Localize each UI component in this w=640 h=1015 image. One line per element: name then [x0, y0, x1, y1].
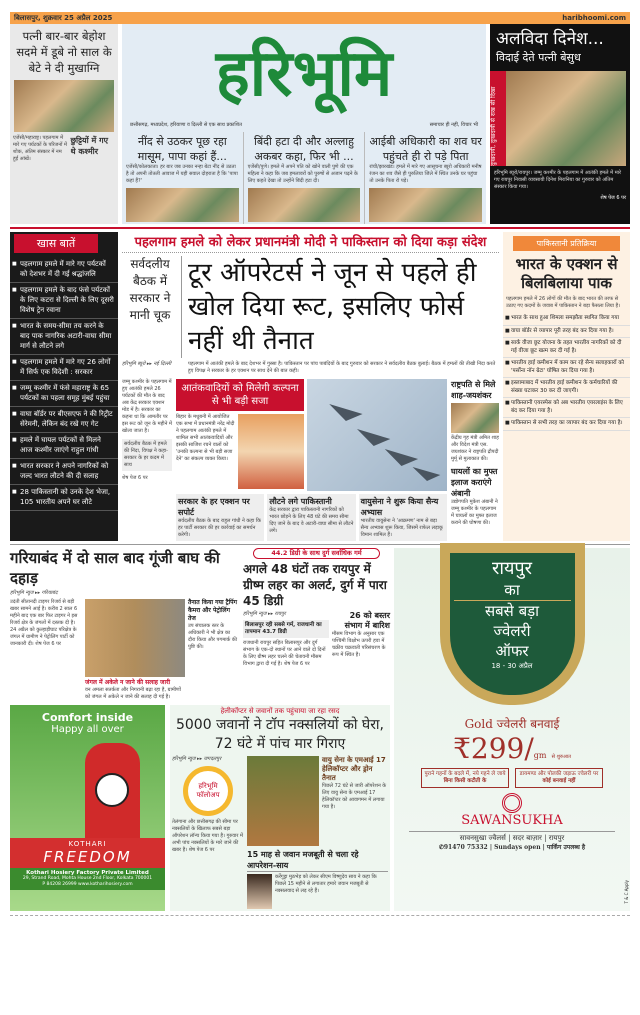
headline: नींद से उठकर पूछ रहा मासूम, पापा कहां हैं... [137, 135, 227, 163]
website[interactable]: haribhoomi.com [562, 14, 626, 22]
heat-byline: हरिभूमि न्यूज ▸▸ रायपुर [243, 611, 286, 617]
body: पिछले 72 घंटे से जारी ऑपरेशन के लिए वायु सेना के एमआई 17 हेलिकॉप्टर को आवागमन में लगाया गया है। [322, 783, 387, 810]
naxal-headline: 5000 जवानों ने टॉप नक्सलियों को घेरा, 72 घंटे में पांच मार गिराए [175, 717, 385, 752]
body: सर्वदलीय बैठक के बाद राहुल गांधी ने कहा कि हर पार्टी सरकार की हर कार्रवाई का समर्थन करेगी। [178, 518, 261, 538]
mini-story [359, 494, 447, 541]
continued[interactable]: शेष पेज 6 पर [35, 641, 61, 647]
ad-price: ₹299/ [453, 732, 534, 765]
continued[interactable]: शेष पेज 6 पर [600, 195, 626, 201]
heat-kicker: 44.2 डिग्री के साथ दुर्ग सर्वाधिक गर्म [253, 548, 380, 559]
ad-line: Comfort inside [41, 711, 134, 724]
family-photo [248, 188, 361, 222]
ad-line: Happy all over [51, 724, 124, 735]
khaas-baaten [10, 232, 118, 541]
list-item: ■ पहलगाम हमले के बाद फंसे पर्यटकों के लिए कटरा से दिल्ली के लिए दूसरी विशेष ट्रेन रवाना [10, 283, 118, 319]
body: तेलंगाना और छत्तीसगढ़ की सीमा पर नक्सलियों के खिलाफ सबसे बड़ा ऑपरेशन लॉन्च किया गया है। गुरुवार में अभी पांच नक्सलियों के मारे जाने की खबर है। [172, 819, 243, 853]
caption: वन अमला सतर्कता और निगरानी बढ़ा रहा है, ग्रामीणों को जंगल में अकेले न जाने की सलाह दी गई है। [85, 687, 181, 700]
lead-intro: पहलगाम में आतंकी हमले के बाद देशभर में गुस्सा है। पाकिस्तान पर पांच पाबंदियों के बाद गुरुवार को सरकार ने सर्वदलीय बैठक बुलाई। बैठक में हमलों की तीखी निंदा करते हुए विपक्ष ने सरकार के हर एक्शन पर साथ देने की बात कही। [188, 361, 496, 374]
offer-text: बिना किसी कटौती के [443, 778, 487, 784]
sub-stories [122, 132, 486, 224]
football-icon [95, 773, 129, 807]
headline: भारत के एक्शन से बिलबिलाया पाक [515, 255, 618, 292]
right-mid-stories [451, 379, 499, 541]
page-bottom-rule [10, 915, 630, 916]
headline: आतंकवादियों को मिलेगी कल्पना से भी बड़ी सजा [176, 379, 304, 411]
ad-unit: gm [533, 751, 547, 760]
pakistan-reaction [503, 232, 630, 541]
list-item: ■ भारत सरकार ने अपने नागरिकों को जल्द भारत लौटने की दी सलाह [10, 459, 118, 485]
body: उदंती सीतानदी टाइगर रिजर्व से बड़ी खबर सामने आई है। करीब 2 साल 6 महीने बाद एक बार फिर टाइगर ने इस रिजर्व क्षेत्र के जंगलों में दस्तक दी है। 24 अप्रैल को कुल्हाड़ीघाट परिक्षेत्र के जंगल में ग्रामीण ने पेट्रोलिंग पार्टी को जानकारी दी। [10, 599, 78, 647]
tiger-headline: गरियाबंद में दो साल बाद गूंजी बाघ की दहाड़ [10, 549, 220, 587]
tiger-byline: हरिभूमि न्यूज ▸▸ गरियाबंद [10, 590, 58, 596]
pugmark-photo [85, 599, 185, 677]
ad-brand: KOTHARI [68, 840, 107, 848]
list-item: ■ वाघा बॉर्डर पर बीएसएफ ने की रिट्रीट सेरेमनी, लेकिन बंद रखे गए गेट [10, 407, 118, 433]
ad-line: ऑफर [495, 642, 529, 660]
divider [10, 227, 630, 229]
modi-story [176, 379, 304, 491]
headline: बिंदी हटा दी और अल्लाहु अकबर कहा, फिर भी ... [254, 135, 354, 163]
heat-body [243, 640, 329, 668]
naxal-side [322, 756, 388, 846]
mini-story [176, 494, 264, 541]
tiger-body [10, 599, 82, 701]
ad-line: सबसे बड़ा [484, 602, 540, 620]
body: जम्मू कश्मीर के पहलगाम में हुए आतंकी हमले 26 पर्यटकों की मौत के बाद अब केंद्र सरकार एक्शन मोड में है। सरकार का कहना था कि आमतौर पर इस रूट को जून के महीने में खोला जाता है। [122, 379, 172, 434]
list-item: ■ 28 पाकिस्तानी को उनके देश भेजा, 105 भारतीय अपने घर लौटे [10, 485, 118, 511]
headline: सरकार के हर एक्शन पर सपोर्ट [178, 497, 250, 517]
label: पाकिस्तानी प्रतिक्रिया [513, 236, 620, 251]
headline: आईबी अधिकारी का शव घर पहुंचते ही रो पड़े पिता [369, 135, 482, 163]
top-row [10, 24, 630, 224]
lead-headline: टूर ऑपरेटर्स ने जून से पहले ही खोल दिया रूट, इसलिए फोर्स नहीं थी तैनात [188, 258, 477, 356]
lead-row [10, 232, 630, 541]
ad-line: ज्वेलरी [493, 622, 531, 640]
ad-contact: ✆91470 75332 | Sundays open | पार्किंग उपलब्ध है [438, 844, 586, 851]
ad-address: 29, Strand Road, Mohta House 2nd Floor, Kolkata 700001 [22, 876, 153, 881]
body: भारतीय वायुसेना ने 'आक्रमण' नाम से बड़ा सैन्य अभ्यास शुरू किया, जिसमें राफेल लड़ाकू विमान शामिल हैं। [360, 518, 443, 538]
sawansukha-logo-icon [502, 793, 522, 813]
lead-side-kicker: सर्वदलीय बैठक में सरकार ने मानी चूक [122, 256, 182, 358]
bottom-row [10, 548, 630, 911]
list-item: ■ सार्क वीजा छूट योजना के तहत भारतीय नागरिकों को दी गई वीजा छूट खत्म कर दी गई है। [503, 338, 630, 358]
modi-and-jets [176, 379, 447, 541]
list-item: ■ वाघा बॉर्डर से व्यापार पूरी तरह बंद कर दिया गया है। [503, 326, 630, 339]
dateline: बिलासपुर, शुक्रवार 25 अप्रैल 2025 [14, 13, 113, 22]
mini-stories [176, 494, 447, 541]
sawansukha-ad[interactable] [394, 548, 630, 911]
jets-icon [307, 379, 447, 491]
naxal-sub-body: कर्रेगुट्टा मुठभेड़ को लेकर सीएम विष्णुदेव साय ने कहा कि पिछले 15 महीने से लगातार हमारे जवान मजबूती से नक्सलवाद से लड़ रहे हैं। [275, 874, 377, 894]
funeral-photo [14, 80, 114, 132]
side-head: छुट्टियों में गए थे कश्मीर [70, 136, 109, 156]
tiger-story [10, 548, 238, 701]
body: केंद्रीय गृह मंत्री अमित शाह और विदेश मंत्री एस. जयशंकर ने राष्ट्रपति द्रौपदी मुर्मू से मुलाकात की। [451, 435, 499, 462]
list-item: ■ भारतीय हाई कमीशन में काम कर रहे सैन्य सलाहकारों को 'पर्सोना नॉन ग्रेटा' घोषित कर दिया गया है। [503, 358, 630, 378]
followup-stamp: हरिभूमि फॉलोअप [183, 766, 233, 816]
heat-side-head: 26 को बस्तर संभाग में बारिश [344, 611, 390, 630]
tiger-side [188, 599, 238, 701]
list-item: ■ पहलगाम हमले में मारे गए 26 लोगों में सिर्फ एक विदेशी : सरकार [10, 355, 118, 381]
offer-text: कोई बनवाई नहीं [542, 778, 576, 784]
headline: अलविदा दिनेश... [496, 29, 604, 49]
ad-location: सावनसुखा ज्वैलर्स | सदर बाज़ार | रायपुर [409, 831, 615, 843]
naxal-byline: हरिभूमि न्यूज ▸▸ जगदलपुर [172, 756, 222, 762]
list-item: ■ पाकिस्तानी एयरस्पेस को अब भारतीय एयरलाइंस के लिए बंद कर दिया गया है। [503, 398, 630, 418]
tiger-heat-row [10, 548, 390, 701]
headline: पत्नी बार-बार बेहोश सदमे में डूबे नो साल के बेटे ने दी मुखाग्नि [16, 29, 112, 75]
lead-kicker: पहलगाम हमले को लेकर प्रधानमंत्री मोदी ने पाकिस्तान को दिया कड़ा संदेश [122, 232, 499, 253]
offer-text: पुराने गहनों के बदले में, नये गहने ले जाये [424, 771, 506, 777]
coffin-photo [369, 188, 482, 222]
heat-headline: अगले 48 घंटों तक रायपुर में ग्रीष्म लहर का अलर्ट, दुर्ग में पारा 45 डिग्री [243, 562, 387, 608]
ad-product: FREEDOM [43, 848, 132, 866]
story-3 [365, 132, 486, 224]
masthead-column [122, 24, 486, 224]
ad-brand: SAWANSUKHA [461, 813, 563, 828]
lead-column [122, 379, 172, 541]
naxal-kicker: हेलीकॉप्टर से जवानों तक पहुंचाया जा रहा रसद [220, 707, 340, 715]
soldiers-photo [247, 756, 319, 846]
divider [10, 544, 630, 545]
body: एजेंसी/पुणे। हमले में अपने पति को खोने वाली पुणे की एक महिला ने कहा कि जब हमलावरों को पुरुषों से अजान पढ़ने के लिए कहते देखा तो उन्होंने बिंदी हटा दी। [247, 164, 358, 184]
headline: राष्ट्रपति से मिले शाह-जयशंकर [451, 380, 496, 400]
logo: हरिभूमि [215, 36, 393, 111]
list-item: ■ भारत के साथ हुआ शिमला समझौता स्थगित किया गया [503, 313, 630, 326]
ad-line: का [454, 580, 571, 601]
body: केंद्र सरकार द्वारा पाकिस्तानी नागरिकों को भारत छोड़ने के लिए 48 घंटे की समय सीमा दिए जाने के बाद वे अटारी-वाघा सीमा से लौटने लगे। [269, 507, 354, 534]
naxal-sub-head: 15 माह से जवान मजबूती से चला रहे आपरेशन-साय [247, 849, 388, 872]
ad-dates: 18 - 30 अप्रैल [491, 662, 533, 670]
meeting-photo [451, 403, 499, 433]
continued[interactable]: शेष पेज 6 पर [283, 661, 310, 667]
continued[interactable]: शेष पेज 6 पर [188, 847, 215, 853]
body: एजेंसी/कोलकाता। हर बार जब उनका नन्हा बेटा नींद से उठता है तो अपनी तोतली आवाज में यही सवाल दोहराता है कि 'पापा कहां हैं?' [126, 164, 238, 184]
cm-photo [247, 874, 272, 909]
body: रांची/झारखंड। हमले में मारे गए आसूचना ब्यूरो अधिकारी मनीष रंजन का शव जैसे ही पुरुलिया जिले में स्थित उनके घर पहुंचा तो उनके पिता रो पड़े। [369, 164, 482, 184]
heat-story [243, 548, 390, 701]
dateline-bar [10, 12, 630, 24]
heat-side-body: मौसम विभाग के अनुसार एक पश्चिमी विक्षोभ ऊपरी हवा में चक्रीय चक्रवाती परिसंचरण के रूप में स्थित है। [332, 631, 386, 658]
modi-photo [238, 414, 304, 489]
continued[interactable]: शेष पेज 6 पर [122, 475, 148, 481]
heat-box: बिलासपुर रही सबसे गर्म, राजधानी का तापमान 43.7 डिग्री [243, 620, 329, 638]
naxal-story [170, 705, 390, 911]
bottom-left [10, 548, 390, 911]
list-item: ■ जम्मू कश्मीर में फंसे महाराष्ट्र के 65 पर्यटकों का पहला समूह मुंबई पहुंचा [10, 381, 118, 407]
left-top-story [10, 24, 118, 224]
family-photo [126, 188, 239, 222]
lead-story [122, 232, 499, 541]
body: हरिभूमि ब्यूरो/रायपुर। जम्मू कश्मीर के पहलगाम में आतंकी हमले में मारे गए रायपुर निवासी व्यवसायी दिनेश मिरानिया का गुरुवार को अंतिम संस्कार किया गया। [494, 170, 622, 190]
khaas-title: खास बातें [14, 234, 98, 253]
tagline-right: समाचार ही नहीं, विचार भी [429, 122, 478, 128]
headline: लौटने लगे पाकिस्तानी [269, 497, 332, 506]
funeral-photo [506, 71, 626, 166]
list-item: ■ पाकिस्तान से सभी तरह का व्यापार बंद कर दिया गया है। [503, 418, 630, 431]
kothari-ad[interactable] [10, 705, 165, 911]
modi-body: बिहार के मधुबनी में आयोजित एक सभा में प्रधानमंत्री नरेंद्र मोदी ने पहलगाम आतंकी हमले में शामिल सभी आतंकवादियों और इसकी साजिश रचने वालों को 'उनकी कल्पना से भी बड़ी सजा देने' का संकल्प व्यक्त किया। [176, 414, 235, 462]
fighter-jets-photo [307, 379, 447, 491]
ad-company: Kothari Hosiery Factory Private Limited [26, 870, 149, 876]
body: उप संचालक स्तर के अधिकारी ने भी क्षेत्र का दौरा किया और पगमार्क की पुष्टि की। [188, 623, 238, 650]
naxal-body [172, 819, 244, 854]
headline: वायु सेना के एमआई 17 हेलिकॉप्टर और ड्रोन तैनात [322, 756, 386, 782]
headline: घायलों का मुफ्त इलाज कराएंगे अंबानी [451, 467, 498, 498]
ad-gold: Gold ज्वेलरी बनवाई [464, 717, 560, 731]
offer-text: डायमण्ड और पोलकी जड़ाऊ ज्वेलरी पर [519, 771, 599, 777]
body: एजेंसी/महाराष्ट्र। पहलगाम में मारे गए पर्यटकों के परिजनों में शोक, अंतिम संस्कार में नम हुईं आंखें। [13, 135, 68, 162]
story-2 [244, 132, 366, 224]
vertical-label: दुःखदायी, दुःखदायी से राख सी दिखा [490, 71, 506, 166]
body: राजधानी रायपुर सहित बिलासपुर और दुर्ग संभाग के एक-दो स्थानों पर आने वाले दो दिनों के लिए ग्रीष्म लहर चलने की चेतावनी मौसम विभाग द्वारा दी गई है। [243, 640, 326, 667]
body: उद्योगपति मुकेश अंबानी ने जम्मू कश्मीर के पहलगाम में घायलों का मुफ्त इलाज कराने की घोषणा की। [451, 499, 498, 526]
right-top-story [490, 24, 630, 224]
note-box: सर्वदलीय बैठक में हमले की निंदा, विपक्ष ने कहा- सरकार के हर कदम में साथ [122, 439, 172, 471]
headline: वायुसेना ने शुरू किया सैन्य अभ्यास [360, 497, 439, 517]
list-item: ■ पहलगाम हमले में मारे गए पर्यटकों को देशभर में दी गई श्रद्धांजलि [10, 257, 118, 283]
list-item: ■ इस्लामाबाद में भारतीय हाई कमीशन के कर्मचारियों की संख्या घटाकर 30 कर दी जाएगी। [503, 378, 630, 398]
list-item: ■ भारत के समय-सीमा तय करने के बाद पाक नागरिक अटारी-वाघा सीमा मार्ग से लौटने लगे [10, 319, 118, 355]
masthead [122, 24, 486, 132]
subhead: विदाई देते पत्नी बेसुध [496, 51, 581, 64]
story-1 [122, 132, 244, 224]
ad-contact: P 84208 26999 www.kotharihosiery.com [42, 882, 133, 887]
tagline-left: छत्तीसगढ़, मध्यप्रदेश, हरियाणा व दिल्ली से एक साथ प्रकाशित [130, 122, 242, 128]
lead-byline: हरिभूमि ब्यूरो ▸▸ नई दिल्ली [122, 361, 172, 367]
ad-tc: T & C Apply [624, 879, 629, 903]
ad-line: रायपुर [491, 558, 533, 579]
intro: पहलगाम हमले में 26 लोगों की मौत के बाद भारत की तरफ से उठाए गए कदमों के जवाब में पाकिस्तान ने बड़ा फैसला लिया है। [506, 296, 621, 309]
ad-naxal-row [10, 705, 390, 911]
caption-head: जंगल में अकेले न जाने की सलाह जारी [85, 679, 171, 686]
ad-unit-note: से शुरुआत [551, 754, 571, 760]
headline: तैनात किया गया ट्रैपिंग कैमरा और पेट्रोलिंग तेज [188, 599, 237, 622]
mini-story [267, 494, 355, 541]
list-item: ■ हमले में घायल पर्यटकों से मिलने आज कश्मीर जाएंगे राहुल गांधी [10, 433, 118, 459]
player-photo [85, 743, 140, 838]
